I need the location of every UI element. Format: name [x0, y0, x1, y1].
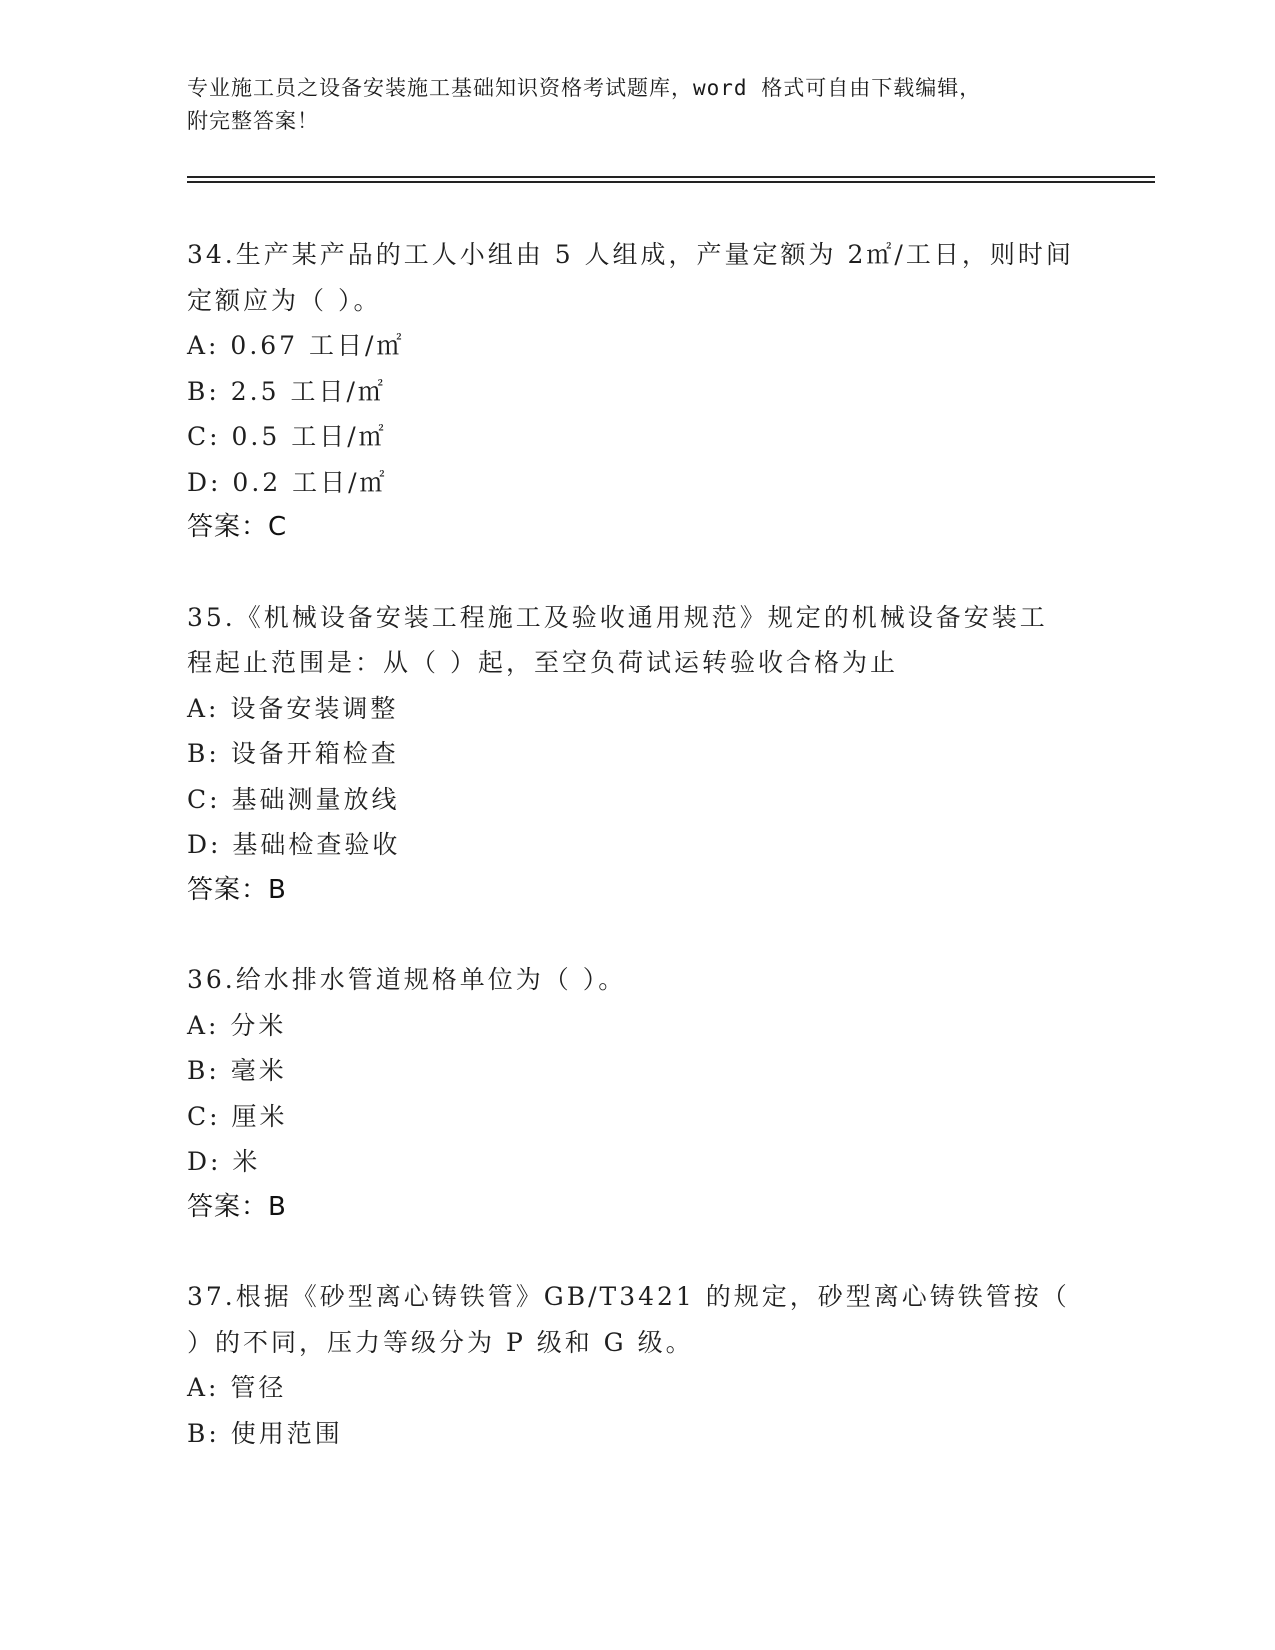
answer-label: 答案：B [187, 1191, 287, 1222]
question-stem-line: ）的不同，压力等级分为 P 级和 G 级。 [187, 1327, 694, 1357]
option-b: B: 2.5 工日/㎡ [187, 376, 386, 406]
question-35 [187, 595, 1087, 914]
question-34 [187, 232, 1087, 551]
answer-label: 答案：B [187, 874, 287, 905]
option-b: B: 设备开箱检查 [187, 739, 399, 768]
option-a: A: 管径 [187, 1373, 287, 1402]
option-c: C: 0.5 工日/㎡ [187, 422, 387, 451]
question-36 [187, 957, 1087, 1230]
option-c: C: 基础测量放线 [187, 784, 400, 814]
option-b: B: 使用范围 [187, 1418, 343, 1448]
question-stem-line: 定额应为（ ）。 [187, 285, 382, 315]
header-line-2: 附完整答案！ [187, 109, 319, 133]
question-stem-line: 程起止范围是：从（ ）起，至空负荷试运转验收合格为止 [187, 648, 898, 677]
header-line-1: 专业施工员之设备安装施工基础知识资格考试题库，word 格式可自由下载编辑， [187, 76, 982, 100]
option-d: D: 基础检查验收 [187, 830, 401, 859]
header-divider-top [187, 176, 1155, 178]
question-stem-line: 35.《机械设备安装工程施工及验收通用规范》规定的机械设备安装工 [187, 602, 1048, 632]
header-divider-bottom [187, 181, 1155, 183]
option-a: A: 分米 [187, 1010, 287, 1040]
option-a: A: 0.67 工日/㎡ [187, 331, 405, 360]
document-header [187, 72, 1087, 138]
option-b: B: 毫米 [187, 1056, 287, 1085]
question-37 [187, 1274, 1087, 1456]
question-list [187, 232, 1087, 1500]
question-stem-line: 34.生产某产品的工人小组由 5 人组成，产量定额为 2㎡/工日，则时间 [187, 240, 1074, 269]
option-c: C: 厘米 [187, 1101, 288, 1131]
question-stem-line: 36.给水排水管道规格单位为（ ）。 [187, 965, 627, 994]
option-d: D: 0.2 工日/㎡ [187, 467, 388, 497]
option-d: D: 米 [187, 1147, 261, 1176]
answer-label: 答案：C [187, 512, 288, 542]
option-a: A: 设备安装调整 [187, 693, 399, 723]
question-stem-line: 37.根据《砂型离心铸铁管》GB/T3421 的规定，砂型离心铸铁管按（ [187, 1282, 1070, 1311]
